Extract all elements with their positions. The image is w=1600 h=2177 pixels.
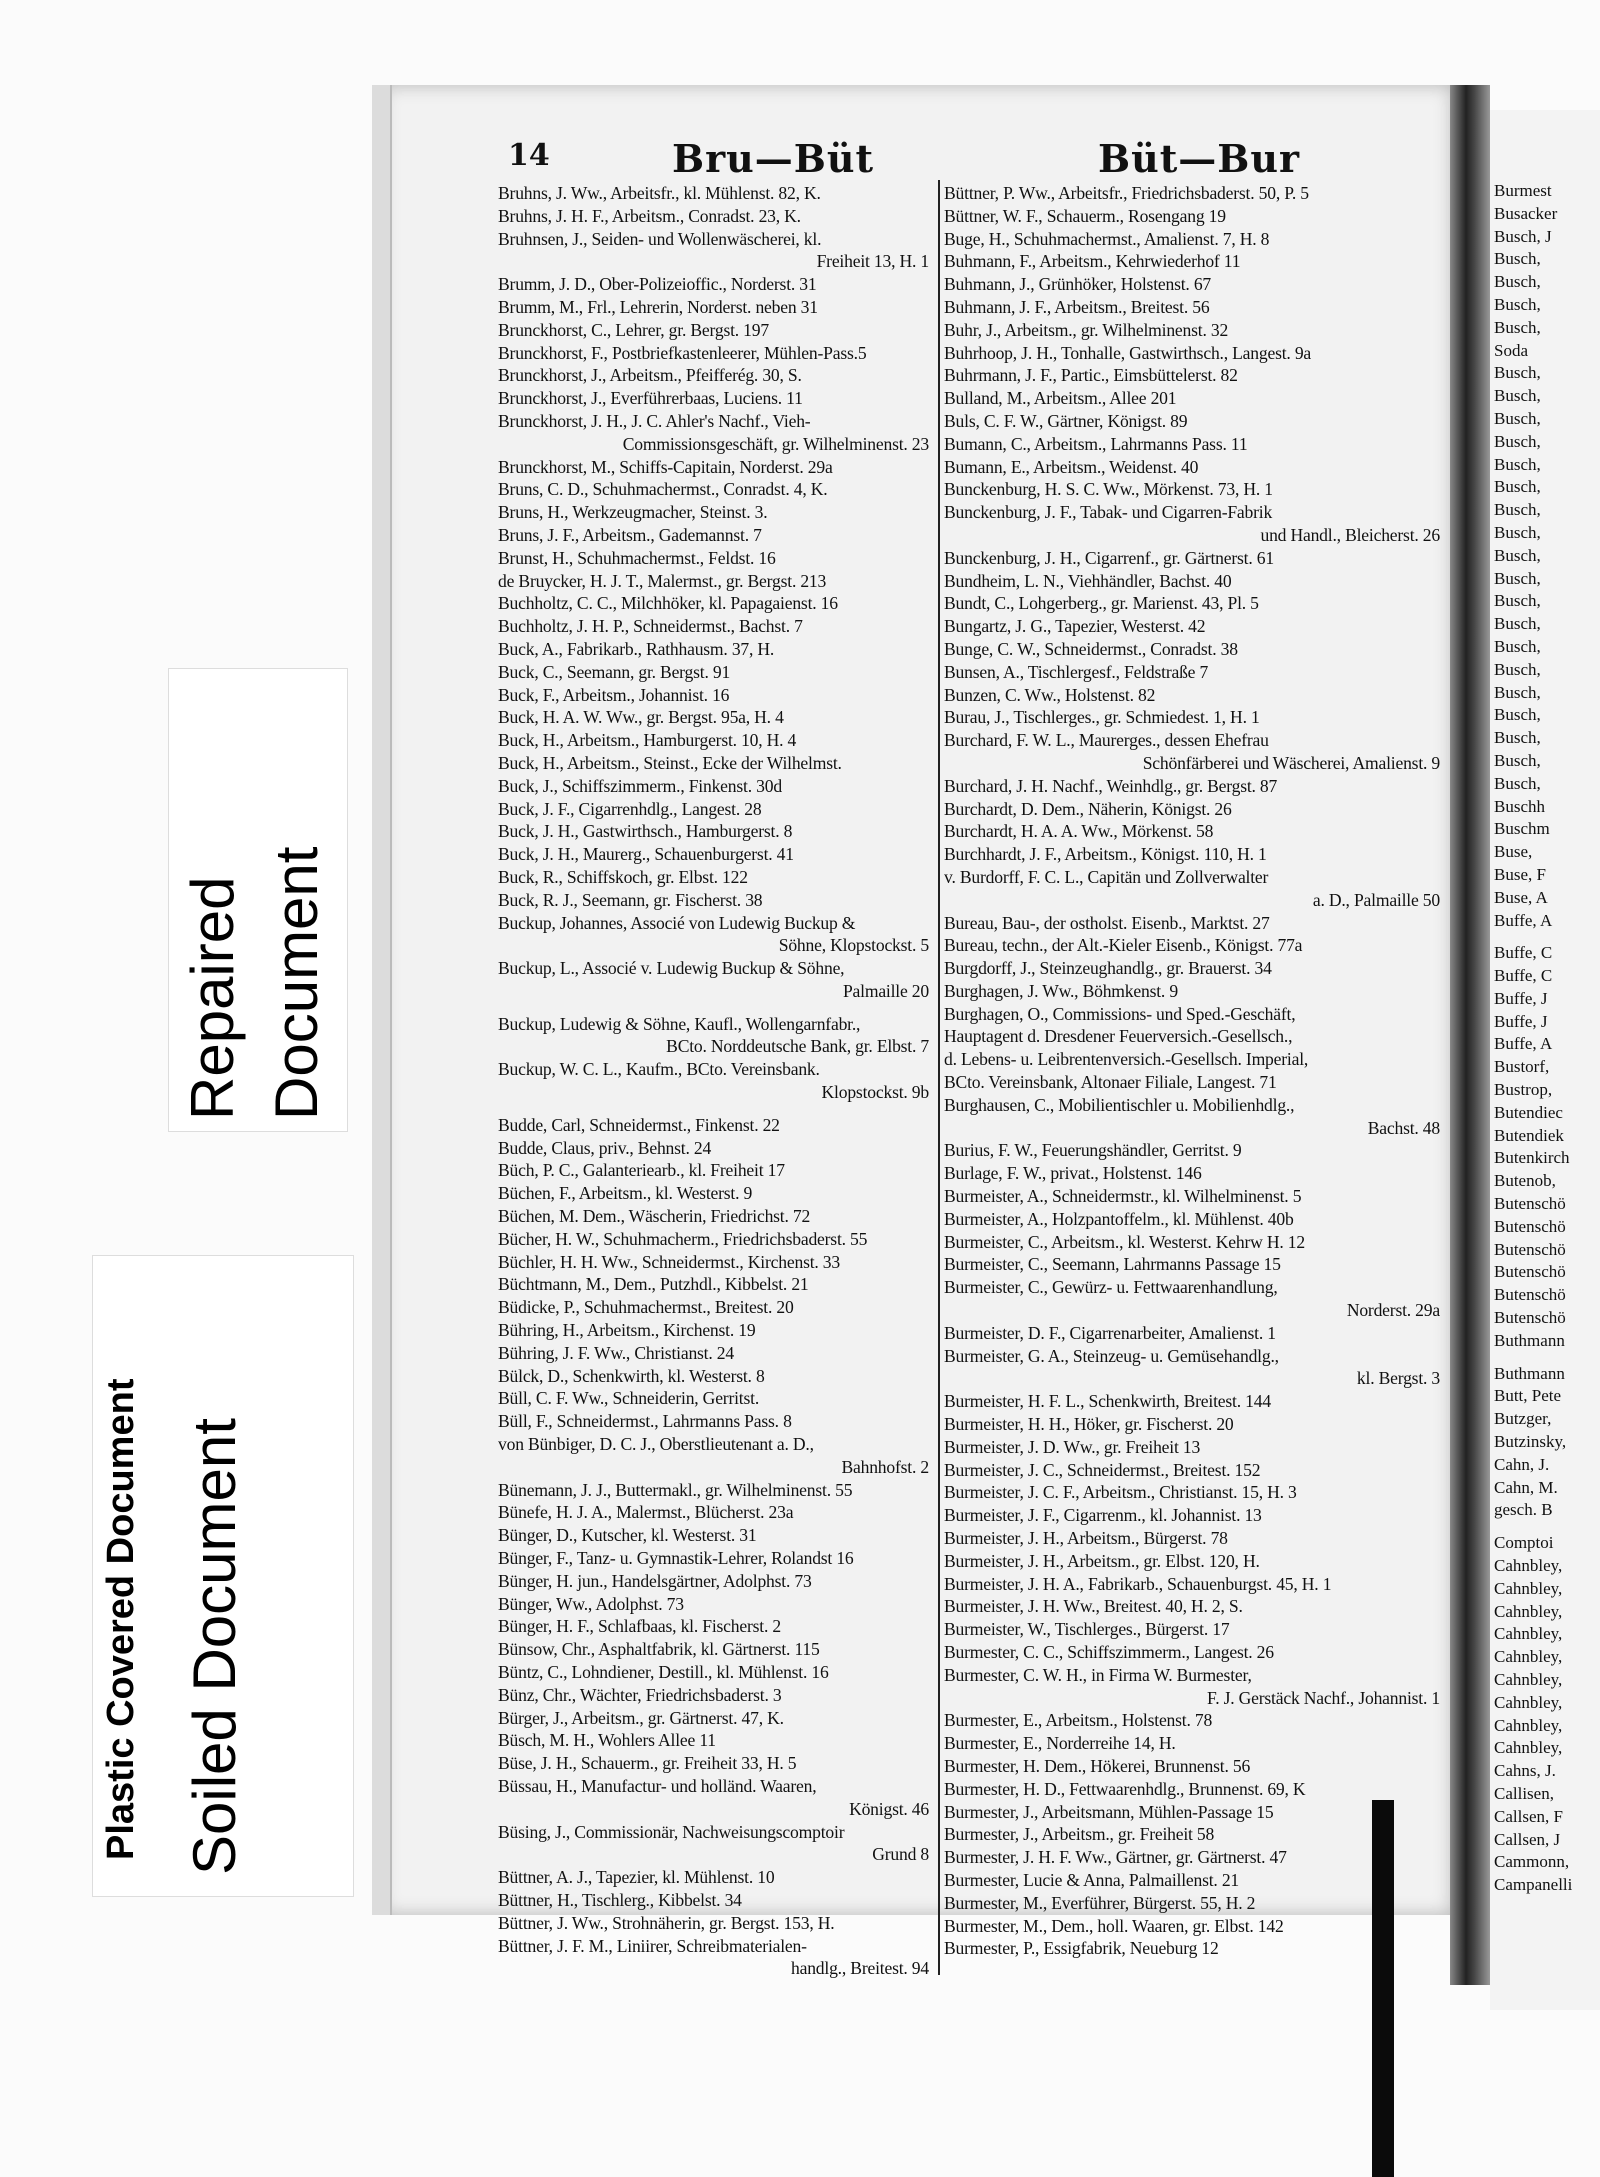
directory-entry: Brunckhorst, F., Postbriefkastenleerer, Mühlen-Pass.5 xyxy=(498,342,867,363)
directory-entry: Buhmann, F., Arbeitsm., Kehrwiederhof 11 xyxy=(944,251,1241,272)
adjacent-entry-fragment: Cahnbley, xyxy=(1494,1738,1563,1758)
directory-entry: Buck, A., Fabrikarb., Rathhausm. 37, H. xyxy=(498,638,775,659)
directory-entry: Budde, Claus, priv., Behnst. 24 xyxy=(498,1137,712,1158)
directory-entry: Bünger, Ww., Adolphst. 73 xyxy=(498,1593,684,1614)
directory-entry: Buckup, Ludewig & Söhne, Kaufl., Wollengarnfabr., xyxy=(498,1013,861,1034)
directory-entry: Buckup, W. C. L., Kaufm., BCto. Vereinsbank. xyxy=(498,1059,820,1080)
adjacent-entry-fragment: Busch, xyxy=(1494,477,1541,497)
adjacent-entry-fragment: Busch, xyxy=(1494,591,1541,611)
directory-entry: Bünemann, J. J., Buttermakl., gr. Wilhelminenst. 55 xyxy=(498,1479,853,1500)
adjacent-entry-fragment: Buffe, J xyxy=(1494,1011,1548,1031)
directory-entry: Bunckenburg, J. F., Tabak- und Cigarren-Fabrik xyxy=(944,502,1273,523)
directory-entry: Klopstockst. 9b xyxy=(821,1082,929,1103)
directory-entry: Bühring, H., Arbeitsm., Kirchenst. 19 xyxy=(498,1320,756,1341)
directory-entry: Bürger, J., Arbeitsm., gr. Gärtnerst. 47, K. xyxy=(498,1707,784,1728)
directory-entry: Königst. 46 xyxy=(849,1798,929,1819)
directory-entry: Buck, J. H., Maurerg., Schauenburgerst. 41 xyxy=(498,844,794,865)
directory-entry: Brumm, J. D., Ober-Polizeioffic., Norderst. 31 xyxy=(498,274,817,295)
directory-entry: Buchholtz, J. H. P., Schneidermst., Bachst. 7 xyxy=(498,616,803,637)
directory-entry: Burmeister, J. C. F., Arbeitsm., Christianst. 15, H. 3 xyxy=(944,1482,1297,1503)
adjacent-entry-fragment: Busch, xyxy=(1494,728,1541,748)
adjacent-entry-fragment: Bustrop, xyxy=(1494,1080,1553,1100)
repaired-label-line2: Document xyxy=(263,846,330,1120)
directory-entry: Brumm, M., Frl., Lehrerin, Norderst. neben 31 xyxy=(498,296,818,317)
adjacent-entry-fragment: Soda xyxy=(1494,340,1528,360)
adjacent-entry-fragment: Buse, F xyxy=(1494,864,1546,884)
directory-entry: Burmeister, C., Seemann, Lahrmanns Passage 15 xyxy=(944,1254,1281,1275)
adjacent-entry-fragment: Buffe, C xyxy=(1494,966,1553,986)
directory-entry: Burmeister, G. A., Steinzeug- u. Gemüsehandlg., xyxy=(944,1345,1279,1366)
adjacent-entry-fragment: Busch, xyxy=(1494,568,1541,588)
directory-entry: Burmester, J., Arbeitsmann, Mühlen-Passage 15 xyxy=(944,1801,1274,1822)
adjacent-entry-fragment: Buffe, J xyxy=(1494,988,1548,1008)
adjacent-entry-fragment: Campanelli xyxy=(1494,1875,1573,1895)
directory-entry: Burmester, Lucie & Anna, Palmaillenst. 21 xyxy=(944,1869,1240,1890)
directory-entry: Büttner, A. J., Tapezier, kl. Mühlenst. 10 xyxy=(498,1867,775,1888)
directory-entry: Hauptagent d. Dresdener Feuerversich.-Gesellsch., xyxy=(944,1026,1293,1047)
directory-entry: und Handl., Bleicherst. 26 xyxy=(1260,524,1440,545)
directory-entry: Burmester, M., Everführer, Bürgerst. 55, H. 2 xyxy=(944,1892,1256,1913)
directory-entry: Bumann, E., Arbeitsm., Weidenst. 40 xyxy=(944,456,1199,477)
directory-entry: Burmeister, D. F., Cigarrenarbeiter, Amalienst. 1 xyxy=(944,1322,1276,1343)
directory-entry: Burghausen, C., Mobilientischler u. Mobilienhdlg., xyxy=(944,1094,1295,1115)
directory-entry: Burchardt, D. Dem., Näherin, Königst. 26 xyxy=(944,798,1232,819)
directory-entry: Bundt, C., Lohgerberg., gr. Marienst. 43, Pl. 5 xyxy=(944,593,1259,614)
directory-entry: Burmeister, J. H. A., Fabrikarb., Schauenburgst. 45, H. 1 xyxy=(944,1573,1332,1594)
adjacent-entry-fragment: Busch, xyxy=(1494,614,1541,634)
directory-entry: Büchler, H. H. Ww., Schneidermst., Kirchenst. 33 xyxy=(498,1251,840,1272)
directory-entry: Buck, C., Seemann, gr. Bergst. 91 xyxy=(498,661,731,682)
adjacent-entry-fragment: Busch, xyxy=(1494,249,1541,269)
directory-entry: Burghagen, J. Ww., Böhmkenst. 9 xyxy=(944,980,1178,1001)
directory-entry: Bureau, techn., der Alt.-Kieler Eisenb., Königst. 77a xyxy=(944,935,1303,956)
adjacent-entry-fragment: Butenschö xyxy=(1494,1308,1566,1328)
adjacent-entry-fragment: Busch, xyxy=(1494,317,1541,337)
directory-entry: Burmeister, H. F. L., Schenkwirth, Breitest. 144 xyxy=(944,1391,1271,1412)
directory-entry: Burmester, C. W. H., in Firma W. Burmester, xyxy=(944,1664,1252,1685)
directory-entry: Buchholtz, C. C., Milchhöker, kl. Papagaienst. 16 xyxy=(498,593,838,614)
adjacent-entry-fragment: Burmest xyxy=(1494,181,1552,200)
directory-entry: Buhmann, J., Grünhöker, Holstenst. 67 xyxy=(944,274,1212,295)
directory-entry: Büssau, H., Manufactur- und holländ. Waaren, xyxy=(498,1775,817,1796)
directory-entry: Burmeister, J. C., Schneidermst., Breitest. 152 xyxy=(944,1459,1261,1480)
directory-entry: Bünz, Chr., Wächter, Friedrichsbaderst. 3 xyxy=(498,1684,782,1705)
adjacent-entry-fragment: Busch, xyxy=(1494,363,1541,383)
directory-entry: von Bünbiger, D. C. J., Oberstlieutenant a. D., xyxy=(498,1434,814,1455)
directory-entry: Burchard, J. H. Nachf., Weinhdlg., gr. Bergst. 87 xyxy=(944,775,1278,796)
directory-entry: Büttner, P. Ww., Arbeitsfr., Friedrichsbaderst. 50, P. 5 xyxy=(944,183,1309,203)
directory-entry: Buckup, Johannes, Associé von Ludewig Buckup & xyxy=(498,912,856,933)
adjacent-entry-fragment: Busacker xyxy=(1494,203,1558,223)
directory-entry: Brunckhorst, J., Everführerbaas, Luciens. 11 xyxy=(498,388,803,409)
directory-entry: d. Lebens- u. Leibrentenversich.-Gesellsch. Imperial, xyxy=(944,1049,1309,1070)
directory-entry: Grund 8 xyxy=(872,1844,929,1865)
directory-entry: F. J. Gerstäck Nachf., Johannist. 1 xyxy=(1207,1687,1440,1708)
directory-entry: Burmester, J., Arbeitsm., gr. Freiheit 58 xyxy=(944,1824,1215,1845)
directory-entry: Palmaille 20 xyxy=(842,980,929,1001)
directory-entry: de Bruycker, H. J. T., Malermst., gr. Bergst. 213 xyxy=(498,570,827,591)
directory-entry: Bungartz, J. G., Tapezier, Westerst. 42 xyxy=(944,616,1206,637)
adjacent-entry-fragment: Cahnbley, xyxy=(1494,1601,1563,1621)
directory-entry: Büch, P. C., Galanteriearb., kl. Freiheit 17 xyxy=(498,1160,785,1181)
directory-entry: Brunckhorst, J. H., J. C. Ahler's Nachf., Vieh- xyxy=(498,410,811,431)
directory-entry: Buck, F., Arbeitsm., Johannist. 16 xyxy=(498,684,730,705)
adjacent-entry-fragment: Butzger, xyxy=(1494,1409,1552,1429)
directory-entry: Bruhns, J. Ww., Arbeitsfr., kl. Mühlenst. 82, K. xyxy=(498,183,821,203)
adjacent-entry-fragment: Buse, xyxy=(1494,842,1533,862)
directory-entry: Burmester, M., Dem., holl. Waaren, gr. Elbst. 142 xyxy=(944,1915,1284,1936)
adjacent-entry-fragment: Busch, xyxy=(1494,408,1541,428)
directory-entry: Buck, H., Arbeitsm., Steinst., Ecke der Wilhelmst. xyxy=(498,752,842,773)
directory-entry: Buge, H., Schuhmachermst., Amalienst. 7, H. 8 xyxy=(944,228,1270,249)
directory-entry: Büll, C. F. Ww., Schneiderin, Gerritst. xyxy=(498,1388,760,1409)
adjacent-entry-fragment: Callsen, F xyxy=(1494,1806,1563,1826)
adjacent-entry-fragment: Busch, xyxy=(1494,773,1541,793)
adjacent-entry-fragment: Callsen, J xyxy=(1494,1829,1561,1849)
adjacent-entry-fragment: Busch, xyxy=(1494,750,1541,770)
adjacent-entry-fragment: Buschm xyxy=(1494,819,1550,839)
directory-entry: Bünefe, H. J. A., Malermst., Blücherst. 23a xyxy=(498,1502,794,1523)
directory-entry: Büchen, M. Dem., Wäscherin, Friedrichst. 72 xyxy=(498,1206,811,1227)
directory-entry: Büntz, C., Lohndiener, Destill., kl. Mühlenst. 16 xyxy=(498,1662,829,1682)
directory-entry: BCto. Vereinsbank, Altonaer Filiale, Langest. 71 xyxy=(944,1072,1277,1093)
directory-entry: Freiheit 13, H. 1 xyxy=(816,251,929,272)
directory-entry: Burmeister, H. H., Höker, gr. Fischerst. 20 xyxy=(944,1414,1234,1435)
directory-entry: Büchtmann, M., Dem., Putzhdl., Kibbelst. 21 xyxy=(498,1274,809,1295)
adjacent-entry-fragment: Buffe, A xyxy=(1494,1034,1553,1054)
adjacent-entry-fragment: Butenschö xyxy=(1494,1239,1566,1259)
directory-entry: Bundheim, L. N., Viehhändler, Bachst. 40 xyxy=(944,570,1232,591)
directory-entry: Büsing, J., Commissionär, Nachweisungscomptoir xyxy=(498,1821,845,1842)
adjacent-entry-fragment: Cahnbley, xyxy=(1494,1715,1563,1735)
directory-entry: Burmeister, C., Arbeitsm., kl. Westerst. Kehrw H. 12 xyxy=(944,1231,1305,1252)
adjacent-entry-fragment: Busch, xyxy=(1494,272,1541,292)
adjacent-entry-fragment: Butendiek xyxy=(1494,1125,1564,1145)
adjacent-entry-fragment: Buffe, C xyxy=(1494,943,1553,963)
adjacent-entry-fragment: Callisen, xyxy=(1494,1783,1554,1803)
adjacent-page-fragment xyxy=(1490,110,1600,2010)
adjacent-entry-fragment: Busch, xyxy=(1494,659,1541,679)
directory-entry: Commissionsgeschäft, gr. Wilhelminenst. 23 xyxy=(622,433,929,454)
directory-entry: Burmeister, J. F., Cigarrenm., kl. Johannist. 13 xyxy=(944,1505,1262,1526)
adjacent-entry-fragment: Busch, xyxy=(1494,636,1541,656)
directory-entry: Burmester, E., Norderreihe 14, H. xyxy=(944,1733,1176,1754)
directory-entry: Bahnhofst. 2 xyxy=(841,1456,929,1477)
directory-entry: Bruns, J. F., Arbeitsm., Gademannst. 7 xyxy=(498,524,762,545)
adjacent-entry-fragment: Busch, xyxy=(1494,294,1541,314)
directory-entry: Bumann, C., Arbeitsm., Lahrmanns Pass. 11 xyxy=(944,433,1248,454)
directory-entry: Burmester, J. H. F. Ww., Gärtner, gr. Gärtnerst. 47 xyxy=(944,1847,1287,1868)
page-number: 14 xyxy=(508,138,550,173)
directory-entry: Bunge, C. W., Schneidermst., Conradst. 38 xyxy=(944,638,1238,659)
adjacent-entry-fragment: Butenschö xyxy=(1494,1194,1566,1214)
directory-entry: Burgdorff, J., Steinzeughandlg., gr. Brauerst. 34 xyxy=(944,958,1272,979)
directory-entry: Burmeister, W., Tischlerges., Bürgerst. 17 xyxy=(944,1619,1230,1640)
adjacent-entry-fragment: Buthmann xyxy=(1494,1330,1565,1350)
directory-entry: Burmester, C. C., Schiffszimmerm., Langest. 26 xyxy=(944,1642,1274,1662)
adjacent-entry-fragment: Cahnbley, xyxy=(1494,1556,1563,1576)
scan-edge xyxy=(372,85,390,1915)
directory-entry: Bünger, D., Kutscher, kl. Westerst. 31 xyxy=(498,1525,757,1546)
left-column xyxy=(498,182,933,1980)
directory-entry: Burmeister, J. H. Ww., Breitest. 40, H. 2, S. xyxy=(944,1596,1243,1617)
right-column xyxy=(944,182,1444,1960)
directory-entry: Büttner, J. F. M., Liniirer, Schreibmaterialen- xyxy=(498,1935,807,1956)
directory-entry: Burmester, P., Essigfabrik, Neueburg 12 xyxy=(944,1938,1219,1959)
directory-entry: Büttner, J. Ww., Strohnäherin, gr. Bergst. 153, H. xyxy=(498,1912,835,1933)
directory-entry: Burchhardt, J. F., Arbeitsm., Königst. 110, H. 1 xyxy=(944,844,1267,865)
directory-entry: Norderst. 29a xyxy=(1346,1300,1440,1321)
directory-entry: Burmeister, A., Holzpantoffelm., kl. Mühlenst. 40b xyxy=(944,1208,1294,1229)
adjacent-entry-fragment: Busch, xyxy=(1494,431,1541,451)
directory-entry: handlg., Breitest. 94 xyxy=(791,1958,929,1979)
directory-entry: Bunckenburg, H. S. C. Ww., Mörkenst. 73, H. 1 xyxy=(944,479,1273,500)
directory-entry: Burmester, H. Dem., Hökerei, Brunnenst. 56 xyxy=(944,1755,1251,1776)
directory-entry: a. D., Palmaille 50 xyxy=(1312,889,1440,910)
directory-entry: Burmeister, C., Gewürz- u. Fettwaarenhandlung, xyxy=(944,1277,1278,1298)
directory-entry: Bühring, J. F. Ww., Christianst. 24 xyxy=(498,1342,734,1363)
directory-entry: Buck, H., Arbeitsm., Hamburgerst. 10, H. 4 xyxy=(498,730,797,751)
adjacent-entry-fragment: Cahn, M. xyxy=(1494,1477,1558,1497)
directory-entry: Buck, R. J., Seemann, gr. Fischerst. 38 xyxy=(498,889,763,910)
directory-entry: Buck, J., Schiffszimmerm., Finkenst. 30d xyxy=(498,775,782,796)
directory-entry: Büsch, M. H., Wohlers Allee 11 xyxy=(498,1730,716,1751)
directory-entry: Burmester, E., Arbeitsm., Holstenst. 78 xyxy=(944,1710,1213,1731)
adjacent-entry-fragment: Buse, A xyxy=(1494,887,1548,907)
directory-entry: Buhrmann, J. F., Partic., Eimsbüttelerst. 82 xyxy=(944,365,1238,386)
directory-entry: Bünger, H. F., Schlafbaas, kl. Fischerst. 2 xyxy=(498,1616,781,1637)
directory-entry: Budde, Carl, Schneidermst., Finkenst. 22 xyxy=(498,1114,780,1135)
directory-entry: Brunckhorst, M., Schiffs-Capitain, Norderst. 29a xyxy=(498,456,833,477)
directory-entry: Bunckenburg, J. H., Cigarrenf., gr. Gärtnerst. 61 xyxy=(944,547,1274,568)
directory-entry: Büttner, W. F., Schauerm., Rosengang 19 xyxy=(944,205,1226,226)
adjacent-entry-fragment: Cahnbley, xyxy=(1494,1692,1563,1712)
directory-entry: Bruns, H., Werkzeugmacher, Steinst. 3. xyxy=(498,502,768,523)
directory-entry: Burmeister, J. D. Ww., gr. Freiheit 13 xyxy=(944,1436,1201,1457)
directory-entry: Büchen, F., Arbeitsm., kl. Westerst. 9 xyxy=(498,1183,753,1204)
adjacent-entry-fragment: Cahnbley, xyxy=(1494,1647,1563,1667)
adjacent-entry-fragment: Butenkirch xyxy=(1494,1148,1570,1168)
directory-entry: Bachst. 48 xyxy=(1367,1117,1440,1138)
directory-entry: Burmester, H. D., Fettwaarenhdlg., Brunnenst. 69, K xyxy=(944,1778,1306,1799)
directory-entry: Buckup, L., Associé v. Ludewig Buckup & Söhne, xyxy=(498,958,845,979)
directory-entry: Burius, F. W., Feuerungshändler, Gerritst. 9 xyxy=(944,1140,1242,1161)
adjacent-entry-fragment: Buschh xyxy=(1494,796,1545,816)
directory-entry: Burghagen, O., Commissions- und Sped.-Geschäft, xyxy=(944,1003,1296,1024)
header-left-range: Bru—Büt xyxy=(672,136,875,181)
directory-entry: Burmeister, J. H., Arbeitsm., Bürgerst. 78 xyxy=(944,1528,1228,1549)
adjacent-entry-fragment: Butt, Pete xyxy=(1494,1386,1562,1406)
adjacent-entry-fragment: Butendiec xyxy=(1494,1102,1563,1122)
directory-entry: BCto. Norddeutsche Bank, gr. Elbst. 7 xyxy=(666,1036,929,1057)
directory-entry: Büll, F., Schneidermst., Lahrmanns Pass. 8 xyxy=(498,1411,792,1432)
directory-entry: Bülck, D., Schenkwirth, kl. Westerst. 8 xyxy=(498,1365,765,1386)
directory-entry: Söhne, Klopstockst. 5 xyxy=(778,935,929,956)
adjacent-entry-fragment: Busch, xyxy=(1494,522,1541,542)
adjacent-entry-fragment: Cahnbley, xyxy=(1494,1578,1563,1598)
directory-entry: Burchardt, H. A. A. Ww., Mörkenst. 58 xyxy=(944,821,1214,842)
directory-entry: Buhmann, J. F., Arbeitsm., Breitest. 56 xyxy=(944,296,1210,317)
directory-entry: Bruns, C. D., Schuhmachermst., Conradst. 4, K. xyxy=(498,479,828,500)
directory-entry: Buhr, J., Arbeitsm., gr. Wilhelminenst. 32 xyxy=(944,319,1229,340)
adjacent-entry-fragment: Busch, xyxy=(1494,454,1541,474)
directory-entry: Buck, J. F., Cigarrenhdlg., Langest. 28 xyxy=(498,798,762,819)
adjacent-entry-fragment: Buffe, A xyxy=(1494,910,1553,930)
adjacent-entry-fragment: Busch, xyxy=(1494,705,1541,725)
directory-entry: Burchard, F. W. L., Maurerges., dessen Ehefrau xyxy=(944,730,1269,751)
adjacent-entry-fragment: Busch, xyxy=(1494,682,1541,702)
directory-entry: Buck, R., Schiffskoch, gr. Elbst. 122 xyxy=(498,866,748,887)
adjacent-entry-fragment: gesch. B xyxy=(1494,1500,1553,1520)
directory-entry: Burlage, F. W., privat., Holstenst. 146 xyxy=(944,1163,1202,1184)
directory-entry: Bruhns, J. H. F., Arbeitsm., Conradst. 23, K. xyxy=(498,205,801,226)
directory-entry: Brunst, H., Schuhmachermst., Feldst. 16 xyxy=(498,547,776,568)
directory-entry: Büse, J. H., Schauerm., gr. Freiheit 33, H. 5 xyxy=(498,1753,797,1774)
adjacent-entry-fragment: Comptoi xyxy=(1494,1533,1554,1553)
column-rule xyxy=(938,180,940,1975)
adjacent-entry-fragment: Butzinsky, xyxy=(1494,1432,1567,1452)
directory-entry: Bünger, H. jun., Handelsgärtner, Adolphst. 73 xyxy=(498,1570,812,1591)
book-gutter xyxy=(1450,85,1490,1985)
directory-entry: kl. Bergst. 3 xyxy=(1356,1368,1440,1389)
directory-entry: Büttner, H., Tischlerg., Kibbelst. 34 xyxy=(498,1889,742,1910)
adjacent-entry-fragment: Butenschö xyxy=(1494,1285,1566,1305)
adjacent-entry-fragment: Bustorf, xyxy=(1494,1057,1550,1077)
directory-entry: Bunsen, A., Tischlergesf., Feldstraße 7 xyxy=(944,661,1209,682)
adjacent-entry-fragment: Butenschö xyxy=(1494,1262,1566,1282)
directory-entry: Buls, C. F. W., Gärtner, Königst. 89 xyxy=(944,410,1188,431)
directory-entry: Brunckhorst, J., Arbeitsm., Pfeifferég. 30, S. xyxy=(498,365,802,386)
adjacent-entry-fragment: Busch, xyxy=(1494,545,1541,565)
directory-entry: Büdicke, P., Schuhmachermst., Breitest. 20 xyxy=(498,1297,794,1318)
adjacent-entry-fragment: Busch, xyxy=(1494,386,1541,406)
directory-entry: Buhrhoop, J. H., Tonhalle, Gastwirthsch., Langest. 9a xyxy=(944,342,1312,363)
directory-entry: Bünsow, Chr., Asphaltfabrik, kl. Gärtnerst. 115 xyxy=(498,1639,820,1660)
adjacent-entry-fragment: Butenschö xyxy=(1494,1216,1566,1236)
adjacent-entry-fragment: Cahns, J. xyxy=(1494,1761,1556,1781)
adjacent-entry-fragment: Buthmann xyxy=(1494,1363,1565,1383)
directory-entry: v. Burdorff, F. C. L., Capitän und Zollverwalter xyxy=(944,866,1269,887)
header-right-range: Büt—Bur xyxy=(1098,136,1301,181)
directory-entry: Brunckhorst, C., Lehrer, gr. Bergst. 197 xyxy=(498,319,769,340)
adjacent-entry-fragment: Cahnbley, xyxy=(1494,1670,1563,1689)
adjacent-entry-fragment: Busch, xyxy=(1494,500,1541,520)
directory-entry: Bücher, H. W., Schuhmacherm., Friedrichsbaderst. 55 xyxy=(498,1228,868,1249)
adjacent-entry-fragment: Cahnbley, xyxy=(1494,1624,1563,1644)
directory-entry: Schönfärberei und Wäscherei, Amalienst. 9 xyxy=(1142,752,1440,773)
adjacent-entry-fragment: Butenob, xyxy=(1494,1171,1556,1191)
directory-entry: Bureau, Bau-, der ostholst. Eisenb., Marktst. 27 xyxy=(944,912,1270,933)
adjacent-entry-fragment: Cahn, J. xyxy=(1494,1454,1550,1474)
directory-entry: Bunzen, C. Ww., Holstenst. 82 xyxy=(944,684,1156,705)
adjacent-entry-fragment: Busch, J xyxy=(1494,226,1552,246)
plastic-covered-label: Plastic Covered Document xyxy=(100,1378,142,1860)
directory-entry: Bulland, M., Arbeitsm., Allee 201 xyxy=(944,388,1177,409)
directory-entry: Buck, J. H., Gastwirthsch., Hamburgerst. 8 xyxy=(498,821,793,842)
directory-entry: Burau, J., Tischlerges., gr. Schmiedest. 1, H. 1 xyxy=(944,707,1260,728)
repaired-label-line1: Repaired xyxy=(179,876,246,1120)
directory-entry: Burmeister, A., Schneidermstr., kl. Wilhelminenst. 5 xyxy=(944,1186,1302,1207)
directory-entry: Bünger, F., Tanz- u. Gymnastik-Lehrer, Rolandst 16 xyxy=(498,1548,854,1569)
directory-entry: Buck, H. A. W. Ww., gr. Bergst. 95a, H. 4 xyxy=(498,707,784,728)
soiled-label: Soiled Document xyxy=(181,1418,248,1875)
directory-entry: Burmeister, J. H., Arbeitsm., gr. Elbst. 120, H. xyxy=(944,1550,1260,1571)
directory-entry: Bruhnsen, J., Seiden- und Wollenwäscherei, kl. xyxy=(498,228,822,249)
adjacent-entry-fragment: Cammonn, xyxy=(1494,1852,1570,1872)
